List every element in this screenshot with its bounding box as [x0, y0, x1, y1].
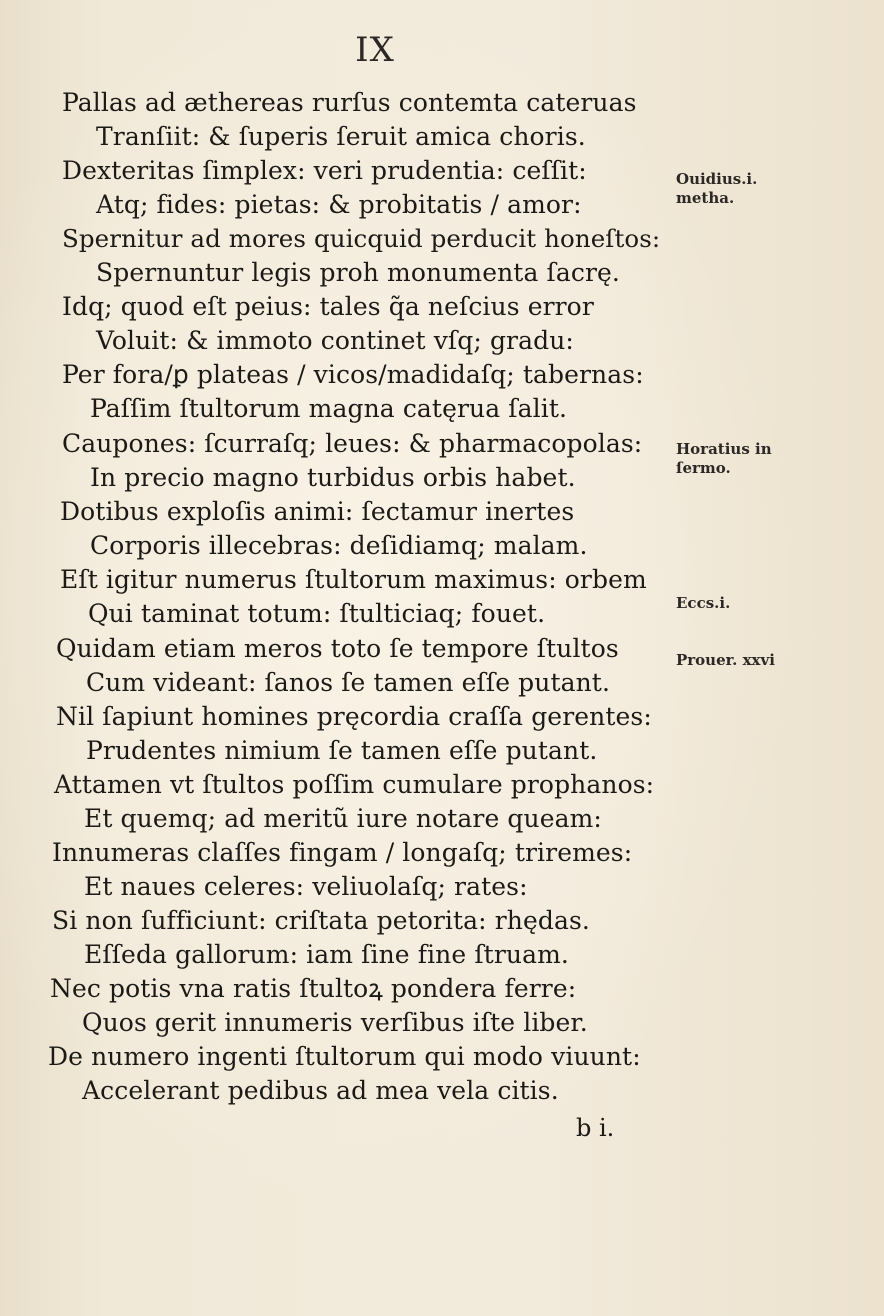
verse-line: In precio magno turbidus orbis habet. — [90, 463, 576, 492]
verse-line: Paſſim ſtultorum magna catęrua ſalit. — [90, 394, 568, 423]
marginal-note: Ouidius.i. metha. — [676, 170, 758, 207]
verse-line: Innumeras claſſes fingam / longaſq; triremes: — [52, 838, 633, 867]
verse-line: Prudentes nimium ſe tamen eſſe putant. — [86, 736, 598, 765]
folio-number: IX — [355, 30, 395, 70]
verse-line: Pallas ad æthereas rurſus contemta cateruas — [62, 88, 637, 117]
verse-line: Dotibus exploſis animi: ſectamur inertes — [60, 497, 575, 526]
verse-line: Nec potis vna ratis ſtultoꝝ pondera ferre: — [50, 974, 577, 1003]
verse-line: De numero ingenti ſtultorum qui modo viuunt: — [48, 1042, 641, 1071]
verse-line: Voluit: & immoto continet vſq; gradu: — [96, 326, 574, 355]
verse-line: Eſſeda gallorum: iam ſine fine ſtruam. — [84, 940, 569, 969]
verse-line: Cum videant: ſanos ſe tamen eſſe putant. — [86, 668, 610, 697]
marginal-note: Eccs.i. — [676, 594, 731, 612]
verse-line: Quos gerit innumeris verſibus iſte liber. — [82, 1008, 588, 1037]
verse-line: Dexteritas ſimplex: veri prudentia: ceſſit: — [62, 156, 587, 185]
verse-line: Et quemq; ad meritũ iure notare queam: — [84, 804, 602, 833]
verse-line: Qui taminat totum: ſtulticiaq; fouet. — [88, 599, 546, 628]
verse-line: Quidam etiam meros toto ſe tempore ſtultos — [56, 634, 619, 663]
signature-mark: b i. — [576, 1114, 615, 1142]
verse-line: Idq; quod eſt peius: tales q̃a neſcius error — [62, 292, 594, 321]
verse-line: Spernuntur legis proh monumenta ſacrę. — [96, 258, 620, 287]
verse-line: Eſt igitur numerus ſtultorum maximus: orbem — [60, 565, 647, 594]
verse-line: Attamen vt ſtultos poſſim cumulare prophanos: — [54, 770, 655, 799]
verse-line: Corporis illecebras: deſidiamq; malam. — [90, 531, 588, 560]
verse-line: Atq; fides: pietas: & probitatis / amor: — [96, 190, 582, 219]
verse-line: Caupones: ſcurraſq; leues: & pharmacopolas: — [62, 429, 643, 458]
verse-line: Per fora/ꝑ plateas / vicos/madidaſq; tabernas: — [62, 360, 644, 389]
verse-line: Tranſiit: & ſuperis ſeruit amica choris. — [96, 122, 586, 151]
verse-line: Nil ſapiunt homines pręcordia craſſa gerentes: — [56, 702, 652, 731]
marginal-note: Horatius in ſermo. — [676, 440, 772, 477]
verse-line: Et naues celeres: veliuolaſq; rates: — [84, 872, 528, 901]
verse-line: Spernitur ad mores quicquid perducit honeſtos: — [62, 224, 661, 253]
verse-line: Si non ſufficiunt: criſtata petorita: rhędas. — [52, 906, 590, 935]
marginal-note: Prouer. xxvi — [676, 651, 775, 669]
verse-line: Accelerant pedibus ad mea vela citis. — [82, 1076, 559, 1105]
